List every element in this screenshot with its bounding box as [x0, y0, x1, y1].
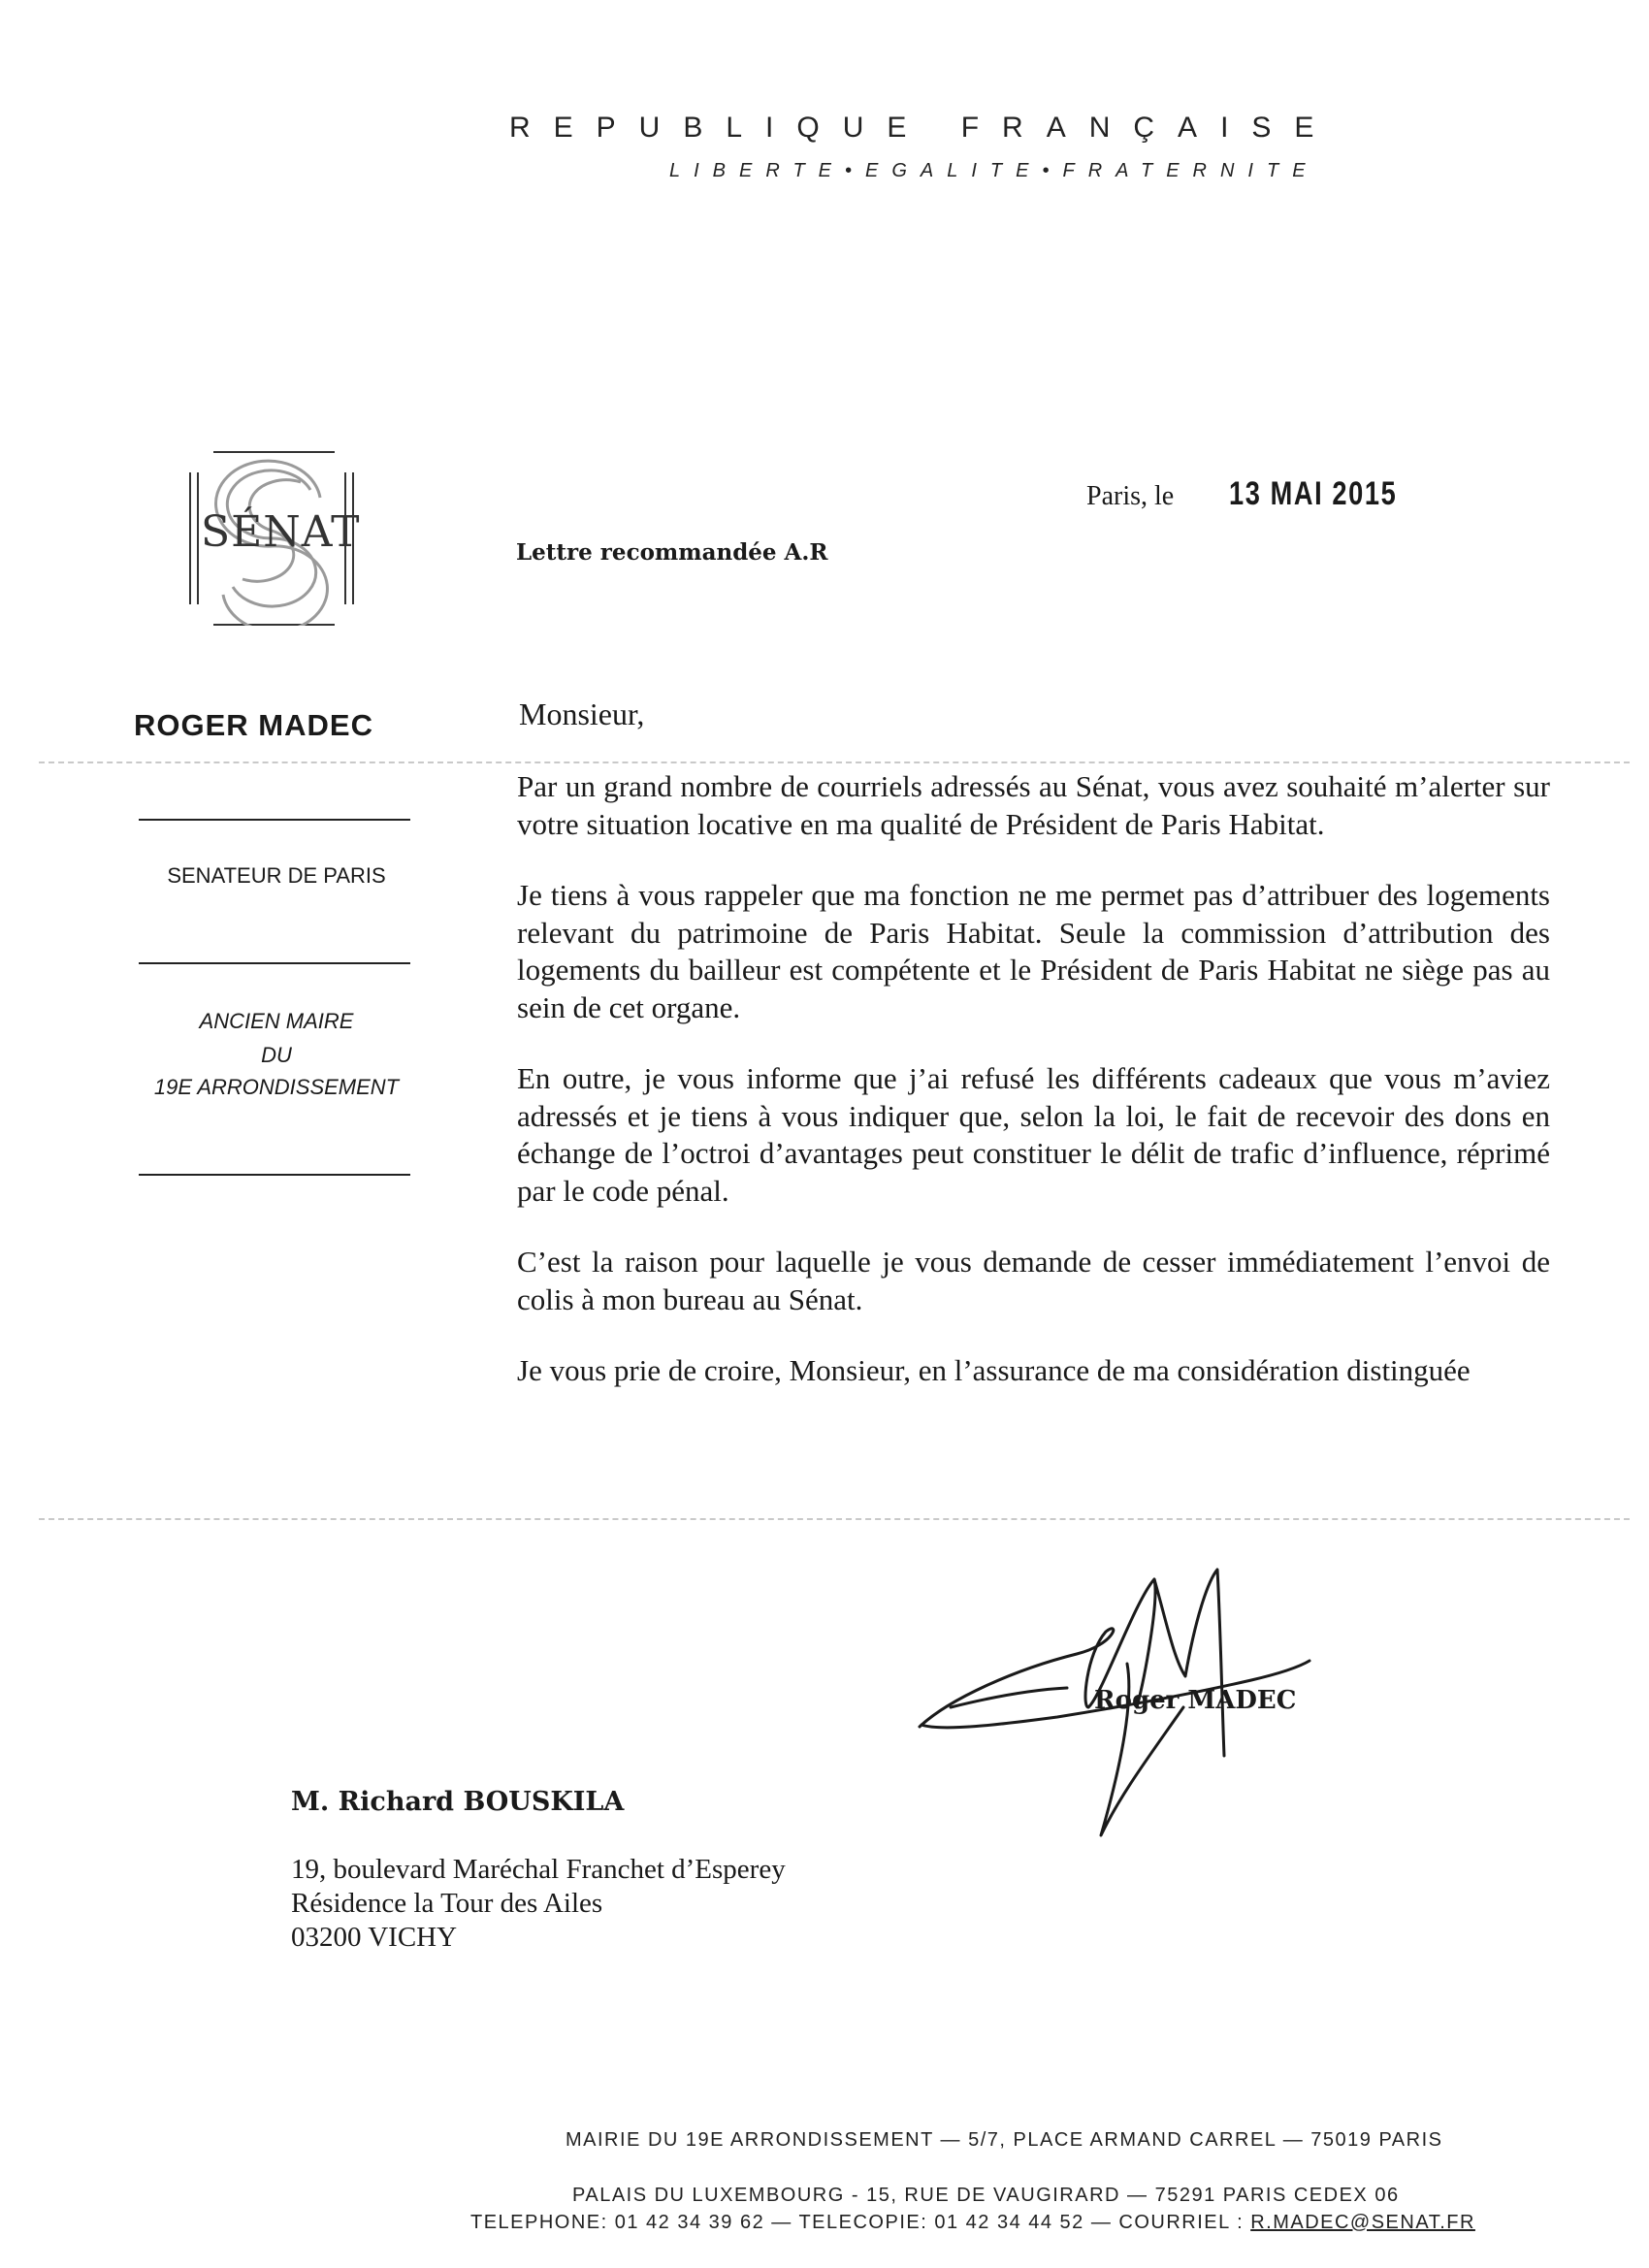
- footer-email-link[interactable]: R.MADEC@SENAT.FR: [1250, 2212, 1475, 2233]
- paragraph: Je vous prie de croire, Monsieur, en l’assurance de ma considération distinguée: [517, 1353, 1471, 1387]
- footer-mairie-address: MAIRIE DU 19E ARRONDISSEMENT — 5/7, PLACE ARMAND CARREL — 75019 PARIS: [566, 2129, 1443, 2151]
- registered-mail-note: Lettre recommandée A.R: [516, 539, 828, 566]
- fold-line: [39, 1518, 1630, 1520]
- sender-name: ROGER MADEC: [134, 708, 373, 742]
- senat-logo: [189, 451, 361, 626]
- place: Paris, le: [1086, 481, 1175, 511]
- paragraph: C’est la raison pour laquelle je vous demande de cesser immédiatement l’envoi de colis à mon bureau au Sénat.: [517, 1245, 1550, 1316]
- footer-senat-address: PALAIS DU LUXEMBOURG - 15, RUE DE VAUGIRARD — 75291 PARIS CEDEX 06: [572, 2185, 1400, 2206]
- date-stamp: 13 MAI 2015: [1229, 475, 1398, 512]
- senat-logo-text: SÉNAT: [201, 507, 361, 557]
- divider: [139, 1174, 410, 1176]
- divider: [139, 819, 410, 821]
- signatory-name: Roger MADEC: [1094, 1686, 1297, 1715]
- republic-heading: REPUBLIQUE FRANÇAISE: [509, 112, 1338, 144]
- divider: [139, 962, 410, 964]
- salutation: Monsieur,: [519, 697, 645, 731]
- paragraph: En outre, je vous informe que j’ai refusé les différents cadeaux que vous m’aviez adressés et je tiens à vous indiquer que, selon la loi, le fait de recevoir des dons en échange de l’octroi d’avantages peut constituer le délit de trafic d’influence, réprimé par le code pénal.: [517, 1061, 1550, 1208]
- recipient-name: M. Richard BOUSKILA: [291, 1787, 625, 1817]
- former-role-line1: ANCIEN MAIRE: [199, 1009, 354, 1033]
- footer-phone-fax: TELEPHONE: 01 42 34 39 62 — TELECOPIE: 01 42 34 44 52 — COURRIEL :: [470, 2212, 1251, 2233]
- republic-motto: LIBERTE•EGALITE•FRATERNITE: [669, 160, 1319, 181]
- address-line: 19, boulevard Maréchal Franchet d’Esperey: [291, 1854, 786, 1885]
- recipient-address: [291, 1853, 786, 1955]
- former-role-line3: 19E ARRONDISSEMENT: [153, 1075, 400, 1099]
- fold-line: [39, 761, 1630, 763]
- address-line: Résidence la Tour des Ailes: [291, 1888, 603, 1919]
- address-line: 03200 VICHY: [291, 1922, 458, 1953]
- sender-title: SENATEUR DE PARIS: [167, 863, 386, 888]
- letter-body: [517, 768, 1550, 1424]
- former-role-line2: DU: [261, 1043, 292, 1067]
- footer-contact: [470, 2212, 1475, 2234]
- paragraph: Je tiens à vous rappeler que ma fonction ne me permet pas d’attribuer des logements relevant du patrimoine de Paris Habitat. Seule la commission d’attribution des logements du bailleur est compétente et le Président de Paris Habitat ne siège pas au sein de cet organe.: [517, 878, 1550, 1024]
- paragraph: Par un grand nombre de courriels adressés au Sénat, vous avez souhaité m’alerter sur votre situation locative en ma qualité de Président de Paris Habitat.: [517, 769, 1550, 841]
- place-date: [1086, 475, 1439, 513]
